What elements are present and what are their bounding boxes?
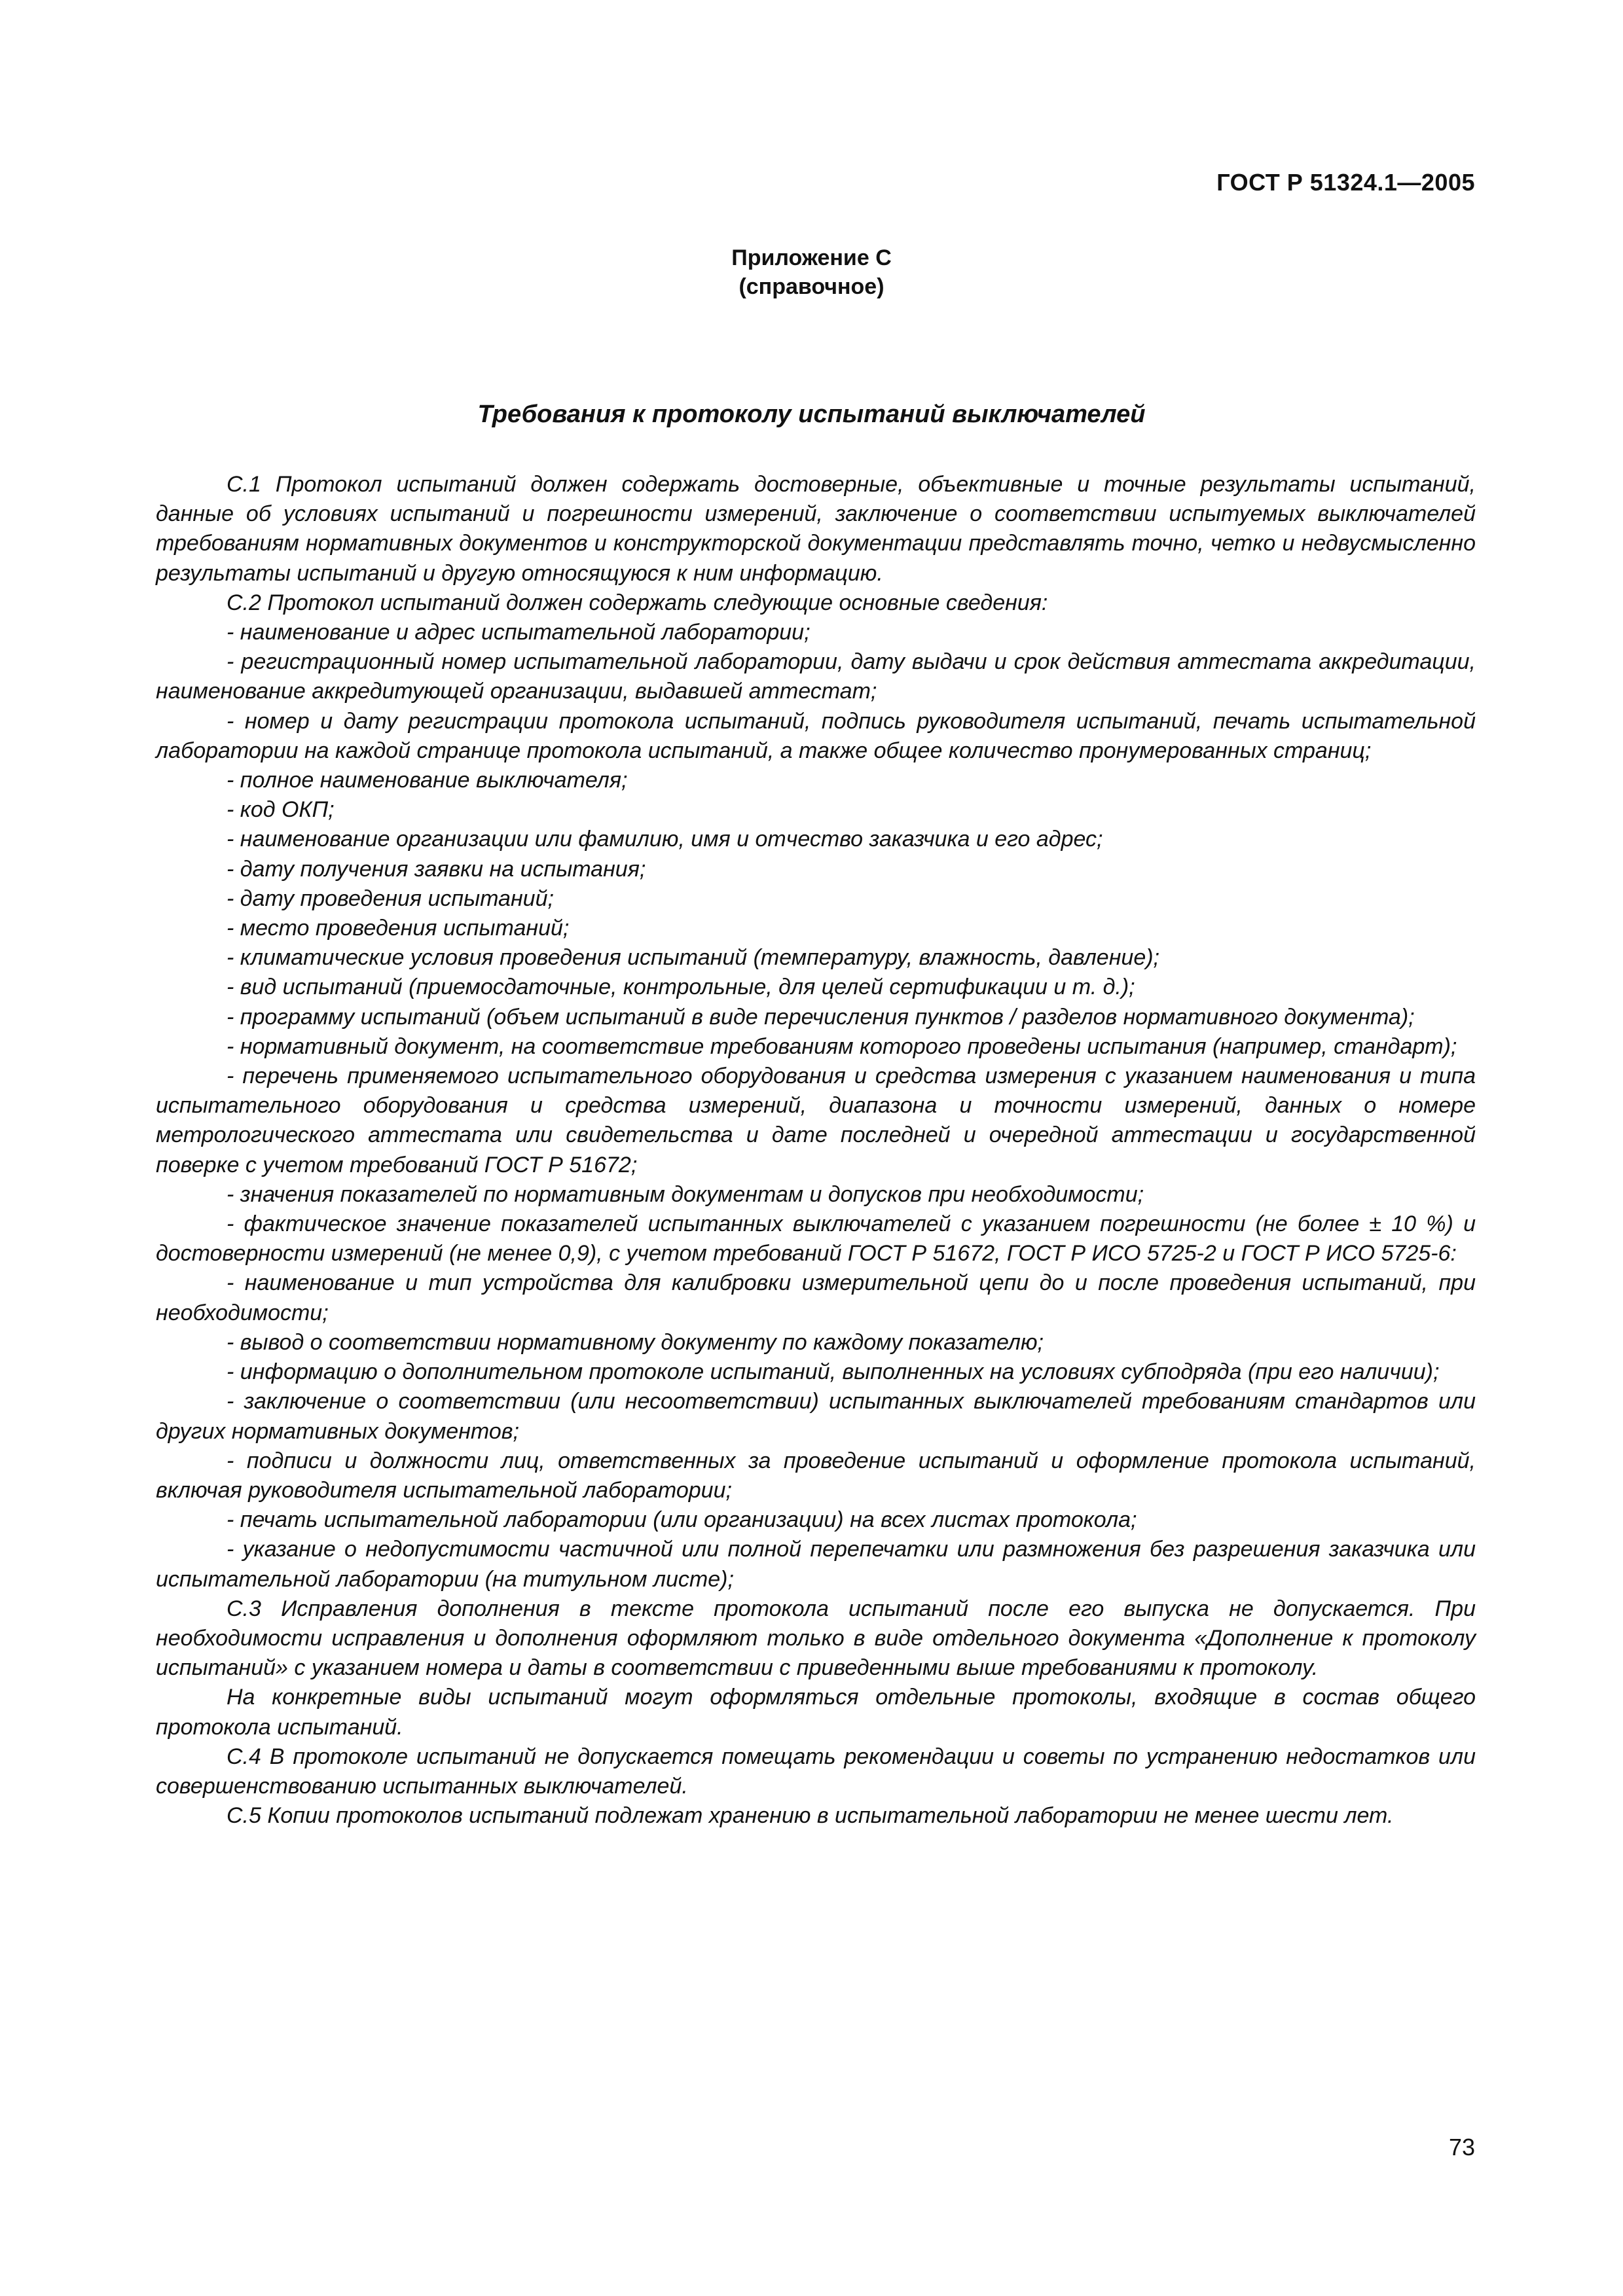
body-paragraph: - код ОКП; [227, 797, 335, 823]
body-paragraph: С.4 В протоколе испытаний не допускается помещать рекомендации и советы по устранению недостатков или совершенствованию испытанных выключателей. [156, 1744, 1476, 1799]
body-paragraph: - фактическое значение показателей испытанных выключателей с указанием погрешности (не более ± 10 %) и достоверности измерений (не менее 0,9), с учетом требований ГОСТ Р 51672, ГОСТ Р ИСО 5725-2 и ГОСТ Р ИСО 5725-6: [156, 1211, 1476, 1266]
document-body [156, 470, 1476, 1831]
annex-label: Приложение С [731, 245, 892, 270]
annex-heading [0, 243, 1623, 301]
body-paragraph: - вывод о соответствии нормативному документу по каждому показателю; [227, 1329, 1044, 1355]
body-paragraph: - наименование организации или фамилию, имя и отчество заказчика и его адрес; [227, 827, 1103, 852]
annex-type: (справочное) [739, 274, 884, 299]
page-number: 73 [1448, 2134, 1475, 2161]
body-paragraph: С.1 Протокол испытаний должен содержать достоверные, объективные и точные результаты испытаний, данные об условиях испытаний и погрешности измерений, заключение о соответствии испытуемых выключателей требованиям нормативных документов и конструкторской документации представлять точно, четко и недвусмысленно результаты испытаний и другую относящуюся к ним информацию. [156, 472, 1476, 586]
body-paragraph: - полное наименование выключателя; [227, 768, 628, 793]
body-paragraph: - подписи и должности лиц, ответственных за проведение испытаний и оформление протокола испытаний, включая руководителя испытательной лаборатории; [156, 1448, 1476, 1503]
body-paragraph: - дату проведения испытаний; [227, 886, 554, 911]
body-paragraph: - климатические условия проведения испытаний (температуру, влажность, давление); [227, 945, 1159, 971]
body-paragraph: - перечень применяемого испытательного оборудования и средства измерения с указанием наименования и типа испытательного оборудования и средства измерений, диапазона и точности измерений, данных о номере метрологического аттестата или свидетельства и дате последней и очередной аттестации и государственной поверке с учетом требований ГОСТ Р 51672; [156, 1064, 1476, 1177]
body-paragraph: - программу испытаний (объем испытаний в виде перечисления пунктов / разделов нормативного документа); [227, 1004, 1415, 1030]
body-paragraph: - указание о недопустимости частичной или полной перепечатки или размножения без разрешения заказчика или испытательной лаборатории (на титульном листе); [156, 1537, 1476, 1592]
body-paragraph: С.5 Копии протоколов испытаний подлежат хранению в испытательной лаборатории не менее шести лет. [227, 1803, 1394, 1829]
body-paragraph: - информацию о дополнительном протоколе испытаний, выполненных на условиях субподряда (при его наличии); [227, 1359, 1440, 1385]
body-paragraph: - печать испытательной лаборатории (или организации) на всех листах протокола; [227, 1507, 1137, 1533]
section-title: Требования к протоколу испытаний выключателей [477, 401, 1146, 428]
body-paragraph: - дату получения заявки на испытания; [227, 856, 646, 882]
body-paragraph: - номер и дату регистрации протокола испытаний, подпись руководителя испытаний, печать испытательной лаборатории на каждой странице протокола испытаний, а также общее количество пронумерованных страниц; [156, 708, 1476, 763]
body-paragraph: - значения показателей по нормативным документам и допусков при необходимости; [227, 1181, 1144, 1207]
body-paragraph: - место проведения испытаний; [227, 916, 570, 941]
body-paragraph: - вид испытаний (приемосдаточные, контрольные, для целей сертификации и т. д.); [227, 975, 1135, 1000]
body-paragraph: - заключение о соответствии (или несоответствии) испытанных выключателей требованиям стандартов или других нормативных документов; [156, 1389, 1476, 1444]
body-paragraph: - нормативный документ, на соответствие требованиям которого проведены испытания (например, стандарт); [227, 1033, 1457, 1059]
document-code: ГОСТ Р 51324.1—2005 [1216, 169, 1475, 196]
body-paragraph: С.3 Исправления дополнения в тексте протокола испытаний после его выпуска не допускается. При необходимости исправления и дополнения оформляют только в виде отдельного документа «Дополнение к протоколу испытаний» с указанием номера и даты в соответствии с приведенными выше требованиями к протоколу. [156, 1596, 1476, 1681]
body-paragraph: - регистрационный номер испытательной лаборатории, дату выдачи и срок действия аттестата аккредитации, наименование аккредитующей организации, выдавшей аттестат; [156, 649, 1476, 704]
body-paragraph: На конкретные виды испытаний могут оформляться отдельные протоколы, входящие в состав общего протокола испытаний. [156, 1685, 1476, 1740]
body-paragraph: С.2 Протокол испытаний должен содержать следующие основные сведения: [227, 590, 1048, 615]
body-paragraph: - наименование и тип устройства для калибровки измерительной цепи до и после проведения испытаний, при необходимости; [156, 1270, 1476, 1325]
body-paragraph: - наименование и адрес испытательной лаборатории; [227, 620, 811, 645]
